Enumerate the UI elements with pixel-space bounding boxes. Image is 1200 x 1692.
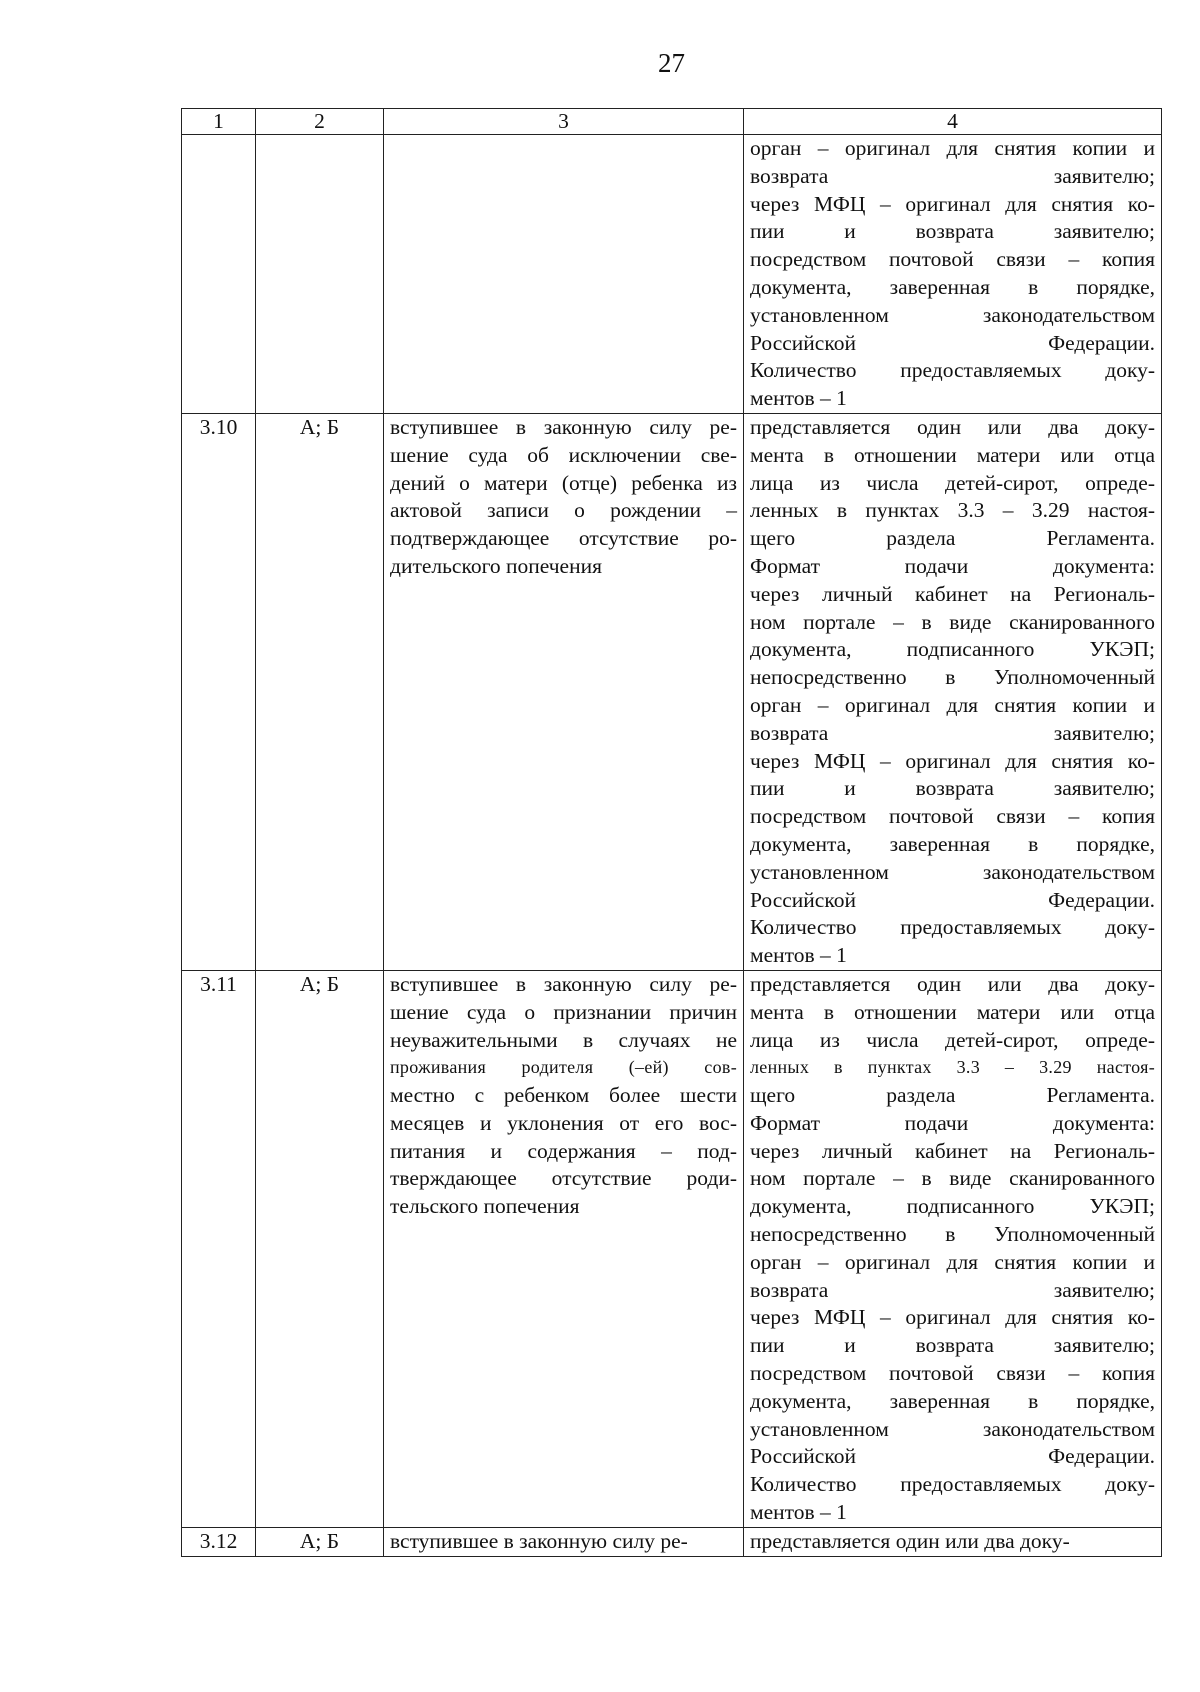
description-line: шение суда об исключении све- xyxy=(390,442,737,467)
description-line: вступившее в законную силу ре- xyxy=(390,1528,688,1553)
page-number: 27 xyxy=(658,48,685,78)
requirement-line: возврата заявителю; xyxy=(750,1277,1155,1302)
requirement-line: щего раздела Регламента. xyxy=(750,1083,1155,1108)
description-line: проживания родителя (–ей) сов- xyxy=(390,1057,737,1078)
row-number-cell: 3.10 xyxy=(182,413,256,970)
description-line: дений о матери (отце) ребенка из xyxy=(390,470,737,495)
requirement-line: лица из числа детей-сирот, опреде- xyxy=(750,470,1155,495)
document-description-cell xyxy=(384,135,744,414)
table-header-row xyxy=(182,109,1162,135)
requirement-line: возврата заявителю; xyxy=(750,163,1155,188)
requirement-line: непосредственно в Уполномоченный xyxy=(750,665,1155,690)
requirement-line: установленном законодательством xyxy=(750,302,1155,327)
description-line: тельского попечения xyxy=(390,1194,580,1219)
requirement-line: посредством почтовой связи – копия xyxy=(750,247,1155,272)
document-description-cell xyxy=(384,970,744,1527)
submission-requirements-cell xyxy=(744,413,1162,970)
requirement-line: через МФЦ – оригинал для снятия ко- xyxy=(750,1305,1155,1330)
requirement-line: мента в отношении матери или отца xyxy=(750,999,1155,1024)
requirement-line: Формат подачи документа: xyxy=(750,1110,1155,1135)
requirement-line: пии и возврата заявителю; xyxy=(750,1333,1155,1358)
requirement-line: пии и возврата заявителю; xyxy=(750,776,1155,801)
requirement-line: посредством почтовой связи – копия xyxy=(750,1361,1155,1386)
requirement-line: посредством почтовой связи – копия xyxy=(750,804,1155,829)
row-number-cell: 3.11 xyxy=(182,970,256,1527)
requirement-line: через МФЦ – оригинал для снятия ко- xyxy=(750,748,1155,773)
description-line: месяцев и уклонения от его вос- xyxy=(390,1110,737,1135)
requirement-line: ментов – 1 xyxy=(750,386,847,411)
requirement-line: мента в отношении матери или отца xyxy=(750,442,1155,467)
requirement-line: Количество предоставляемых доку- xyxy=(750,915,1155,940)
requirement-line: ленных в пунктах 3.3 – 3.29 настоя- xyxy=(750,1057,1155,1078)
requirement-line: через личный кабинет на Региональ- xyxy=(750,581,1155,606)
description-line: подтверждающее отсутствие ро- xyxy=(390,526,737,551)
requirement-line: представляется один или два доку- xyxy=(750,971,1155,996)
table-row xyxy=(182,1527,1162,1556)
description-line: вступившее в законную силу ре- xyxy=(390,971,737,996)
submission-requirements-cell xyxy=(744,135,1162,414)
description-line: актовой записи о рождении – xyxy=(390,498,737,523)
document-description-cell xyxy=(384,1527,744,1556)
table-row xyxy=(182,413,1162,970)
description-line: местно с ребенком более шести xyxy=(390,1083,737,1108)
column-header-2: 2 xyxy=(256,109,384,135)
category-cell: А; Б xyxy=(256,1527,384,1556)
description-line: вступившее в законную силу ре- xyxy=(390,414,737,439)
document-description-cell xyxy=(384,413,744,970)
requirement-line: орган – оригинал для снятия копии и xyxy=(750,136,1155,160)
requirement-line: ном портале – в виде сканированного xyxy=(750,609,1155,634)
row-number-cell: 3.12 xyxy=(182,1527,256,1556)
requirement-line: пии и возврата заявителю; xyxy=(750,219,1155,244)
requirement-line: через личный кабинет на Региональ- xyxy=(750,1138,1155,1163)
requirement-line: орган – оригинал для снятия копии и xyxy=(750,1249,1155,1274)
requirement-line: возврата заявителю; xyxy=(750,720,1155,745)
category-cell: А; Б xyxy=(256,413,384,970)
requirement-line: установленном законодательством xyxy=(750,859,1155,884)
requirement-line: ментов – 1 xyxy=(750,1500,847,1525)
description-line: дительского попечения xyxy=(390,553,602,578)
requirement-line: непосредственно в Уполномоченный xyxy=(750,1222,1155,1247)
column-header-1: 1 xyxy=(182,109,256,135)
requirement-line: Российской Федерации. xyxy=(750,1444,1155,1469)
column-header-4: 4 xyxy=(744,109,1162,135)
description-line: питания и содержания – под- xyxy=(390,1138,737,1163)
table-row xyxy=(182,135,1162,414)
requirement-line: Российской Федерации. xyxy=(750,330,1155,355)
requirement-line: документа, подписанного УКЭП; xyxy=(750,1194,1155,1219)
requirement-line: Количество предоставляемых доку- xyxy=(750,358,1155,383)
requirement-line: документа, заверенная в порядке, xyxy=(750,1388,1155,1413)
requirement-line: представляется один или два доку- xyxy=(750,414,1155,439)
requirement-line: через МФЦ – оригинал для снятия ко- xyxy=(750,191,1155,216)
description-line: шение суда о признании причин xyxy=(390,999,737,1024)
requirement-line: щего раздела Регламента. xyxy=(750,526,1155,551)
requirement-line: Формат подачи документа: xyxy=(750,553,1155,578)
requirements-table xyxy=(181,108,1162,1557)
requirement-line: документа, подписанного УКЭП; xyxy=(750,637,1155,662)
requirement-line: Российской Федерации. xyxy=(750,887,1155,912)
requirement-line: лица из числа детей-сирот, опреде- xyxy=(750,1027,1155,1052)
row-number-cell xyxy=(182,135,256,414)
requirement-line: ментов – 1 xyxy=(750,943,847,968)
table-row xyxy=(182,970,1162,1527)
requirement-line: ленных в пунктах 3.3 – 3.29 настоя- xyxy=(750,498,1155,523)
requirement-line: документа, заверенная в порядке, xyxy=(750,274,1155,299)
category-cell: А; Б xyxy=(256,970,384,1527)
requirement-line: представляется один или два доку- xyxy=(750,1528,1070,1553)
submission-requirements-cell xyxy=(744,970,1162,1527)
description-line: неуважительными в случаях не xyxy=(390,1027,737,1052)
requirement-line: документа, заверенная в порядке, xyxy=(750,831,1155,856)
category-cell xyxy=(256,135,384,414)
description-line: тверждающее отсутствие роди- xyxy=(390,1166,737,1191)
table-body xyxy=(182,135,1162,1557)
submission-requirements-cell xyxy=(744,1527,1162,1556)
requirement-line: установленном законодательством xyxy=(750,1416,1155,1441)
column-header-3: 3 xyxy=(384,109,744,135)
requirement-line: орган – оригинал для снятия копии и xyxy=(750,692,1155,717)
requirement-line: ном портале – в виде сканированного xyxy=(750,1166,1155,1191)
requirement-line: Количество предоставляемых доку- xyxy=(750,1472,1155,1497)
